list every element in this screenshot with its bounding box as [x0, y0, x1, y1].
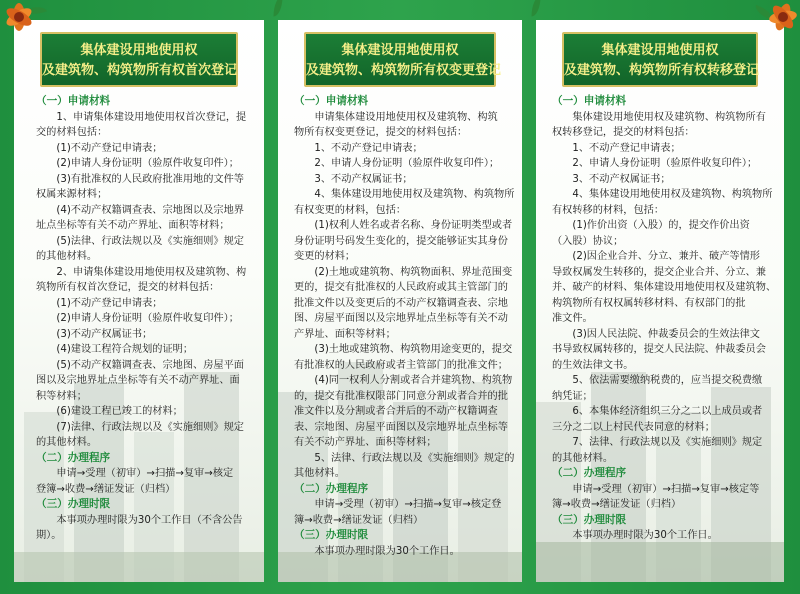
text-line: 簿→收费→缮证发证（归档）	[294, 514, 424, 526]
text-line: (1)权利人姓名或者名称、身份证明类型或者	[294, 220, 513, 231]
text-line: 的其他材料。	[36, 437, 98, 448]
text-line: (2)申请人身份证明（验原件收复印件）；	[36, 313, 239, 324]
panel-transfer-registration	[536, 20, 784, 582]
panel-title-line: 及建筑物、构筑物所有权变更登记	[306, 63, 502, 78]
text-line: (5)不动产权籍调查表、宗地图、房屋平面	[36, 359, 244, 371]
text-line: 1、不动产登记申请表；	[552, 142, 681, 154]
text-line: 筑物所有权首次登记，提交的材料包括：	[36, 282, 220, 293]
text-line: 本事项办理时限为30个工作日。	[294, 545, 460, 557]
text-line: 2、申请集体建设用地使用权及建筑物、构	[36, 266, 247, 278]
text-line: 产界址、面积等材料；	[294, 328, 396, 340]
text-line: (1)不动产登记申请表；	[36, 142, 163, 154]
text-line: 权转移登记，提交的材料包括：	[552, 127, 695, 138]
text-line: (4)不动产权籍调查表、宗地图以及宗地界	[36, 204, 244, 216]
text-line: 其他材料。	[294, 468, 345, 479]
text-line: 身份证明号码发生变化的，提交能够证实其身份	[294, 235, 508, 247]
panel-title-line: 及建筑物、构筑物所有权首次登记	[42, 63, 238, 78]
panel-title	[562, 32, 758, 87]
section-heading: （三）办理时限	[36, 498, 111, 510]
text-line: (2)申请人身份证明（验原件收复印件）；	[36, 158, 239, 169]
text-line: 5、法律、行政法规以及《实施细则》规定的	[294, 452, 515, 464]
panel-body	[294, 94, 514, 559]
text-line: 本事项办理时限为30个工作日。	[552, 530, 718, 541]
text-line: 表、宗地图、房屋平面图以及宗地界址点坐标等	[294, 421, 508, 433]
text-line: 导致权属发生转移的，提交企业合并、分立、兼	[552, 266, 766, 278]
text-line: 更的，提交有批准权的人民政府或其主管部门的	[294, 282, 508, 293]
text-line: 变更的材料；	[294, 251, 356, 262]
text-line: 图以及宗地界址点坐标等有关不动产界址、面	[36, 375, 240, 386]
text-line: 1、申请集体建设用地使用权首次登记，提	[36, 111, 247, 123]
flower-icon	[760, 0, 800, 40]
text-line: (1)作价出资（入股）的，提交作价出资	[552, 220, 750, 231]
text-line: 批准文件以及变更后的不动产权籍调查表、宗地	[294, 297, 508, 309]
text-line: 4、集体建设用地使用权及建筑物、构筑物所	[294, 189, 515, 200]
text-line: (1)不动产登记申请表；	[36, 297, 163, 309]
text-line: 并、破产的材料、集体建设用地使用权及建筑物、	[552, 282, 777, 293]
text-line: (3)因人民法院、仲裁委员会的生效法律文	[552, 328, 760, 340]
flower-icon	[0, 0, 42, 40]
text-line: 三分之二以上村民代表同意的材料；	[552, 421, 715, 433]
text-line: (2)因企业合并、分立、兼并、破产等情形	[552, 251, 760, 262]
text-line: (3)有批准权的人民政府批准用地的文件等	[36, 173, 244, 185]
text-line: 申请→受理（初审）→扫描→复审→核定	[36, 468, 234, 479]
text-line: 1、不动产登记申请表；	[294, 142, 423, 154]
panel-title-line: 集体建设用地使用权	[601, 43, 719, 58]
panel-title	[40, 32, 238, 87]
text-line: 有权变更的材料，包括：	[294, 204, 407, 216]
panel-title-line: 集体建设用地使用权	[80, 43, 198, 58]
section-heading: （二）办理程序	[552, 467, 627, 479]
text-line: (6)建设工程已竣工的材料；	[36, 406, 183, 417]
text-line: 图、房屋平面图以及宗地界址点坐标等有关不动	[294, 313, 508, 324]
text-line: 的，提交有批准权限部门同意分割或者合并的批	[294, 390, 508, 402]
text-line: 有权转移的材料，包括：	[552, 204, 665, 216]
text-line: 的生效法律文书。	[552, 359, 634, 371]
text-line: 3、不动产权属证书；	[552, 173, 671, 185]
text-line: (4)建设工程符合规划的证明；	[36, 344, 194, 355]
section-heading: （一）申请材料	[36, 95, 111, 107]
panel-change-registration	[278, 20, 522, 582]
text-line: 书导致权属转移的，提交人民法院、仲裁委员会	[552, 344, 766, 355]
text-line: 址点坐标等有关不动产界址、面积等材料；	[36, 220, 230, 231]
text-line: 纳凭证；	[552, 390, 593, 402]
panel-first-registration	[14, 20, 264, 582]
text-line: 积等材料；	[36, 390, 87, 402]
text-line: 准文件。	[552, 313, 593, 324]
text-line: 物所有权变更登记，提交的材料包括：	[294, 127, 468, 138]
panel-title-line: 及建筑物、构筑物所有权转移登记	[564, 63, 760, 78]
text-line: 申请→受理（初审）→扫描→复审→核定等	[552, 483, 760, 495]
text-line: 6、本集体经济组织三分之二以上成员或者	[552, 406, 763, 417]
text-line: 的其他材料。	[552, 452, 614, 464]
text-line: 申请→受理（初审）→扫描→复审→核定登	[294, 499, 502, 510]
text-line: (7)法律、行政法规以及《实施细则》规定	[36, 421, 244, 433]
text-line: 集体建设用地使用权及建筑物、构筑物所有	[552, 111, 766, 123]
text-line: （入股）协议；	[552, 235, 624, 247]
text-line: (3)土地或建筑物、构筑物用途变更的，提交	[294, 344, 513, 355]
text-line: 构筑物所有权权属转移材料、有权部门的批	[552, 297, 746, 309]
text-line: 交的材料包括：	[36, 127, 108, 138]
text-line: 申请集体建设用地使用权及建筑物、构筑	[294, 111, 498, 123]
text-line: (4)同一权利人分割或者合并建筑物、构筑物	[294, 375, 513, 386]
text-line: 7、法律、行政法规以及《实施细则》规定	[552, 437, 763, 448]
section-heading: （一）申请材料	[294, 95, 369, 107]
text-line: 4、集体建设用地使用权及建筑物、构筑物所	[552, 189, 773, 200]
section-heading: （一）申请材料	[552, 95, 627, 107]
text-line: 2、申请人身份证明（验原件收复印件）；	[294, 158, 500, 169]
panel-title	[304, 32, 502, 87]
text-line: 期）。	[36, 530, 62, 541]
text-line: 的其他材料。	[36, 251, 98, 262]
text-line: (2)土地或建筑物、构筑物面积、界址范围变	[294, 266, 513, 278]
text-line: 登簿→收费→缮证发证（归档）	[36, 483, 176, 495]
panel-body	[552, 94, 776, 544]
section-heading: （三）办理时限	[294, 529, 369, 541]
text-line: 权属来源材料；	[36, 189, 108, 200]
text-line: 3、不动产权属证书；	[294, 173, 413, 185]
text-line: 有批准权的人民政府或者主管部门的批准文件；	[294, 359, 508, 371]
section-heading: （二）办理程序	[294, 482, 369, 495]
text-line: 2、申请人身份证明（验原件收复印件）；	[552, 158, 758, 169]
text-line: (5)法律、行政法规以及《实施细则》规定	[36, 235, 244, 247]
text-line: (3)不动产权属证书；	[36, 328, 153, 340]
section-heading: （三）办理时限	[552, 513, 627, 526]
section-heading: （二）办理程序	[36, 451, 111, 464]
panel-title-line: 集体建设用地使用权	[341, 43, 459, 58]
leaf-icon	[274, 0, 283, 17]
text-line: 簿→收费→缮证发证（归档）	[552, 499, 682, 510]
panel-body	[36, 94, 256, 544]
text-line: 5、依法需要缴纳税费的，应当提交税费缴	[552, 375, 763, 386]
text-line: 本事项办理时限为30个工作日（不含公告	[36, 514, 243, 526]
text-line: 有关不动产界址、面积等材料；	[294, 437, 437, 448]
text-line: 准文件以及分割或者合并后的不动产权籍调查	[294, 406, 498, 417]
leaf-icon	[532, 0, 541, 17]
